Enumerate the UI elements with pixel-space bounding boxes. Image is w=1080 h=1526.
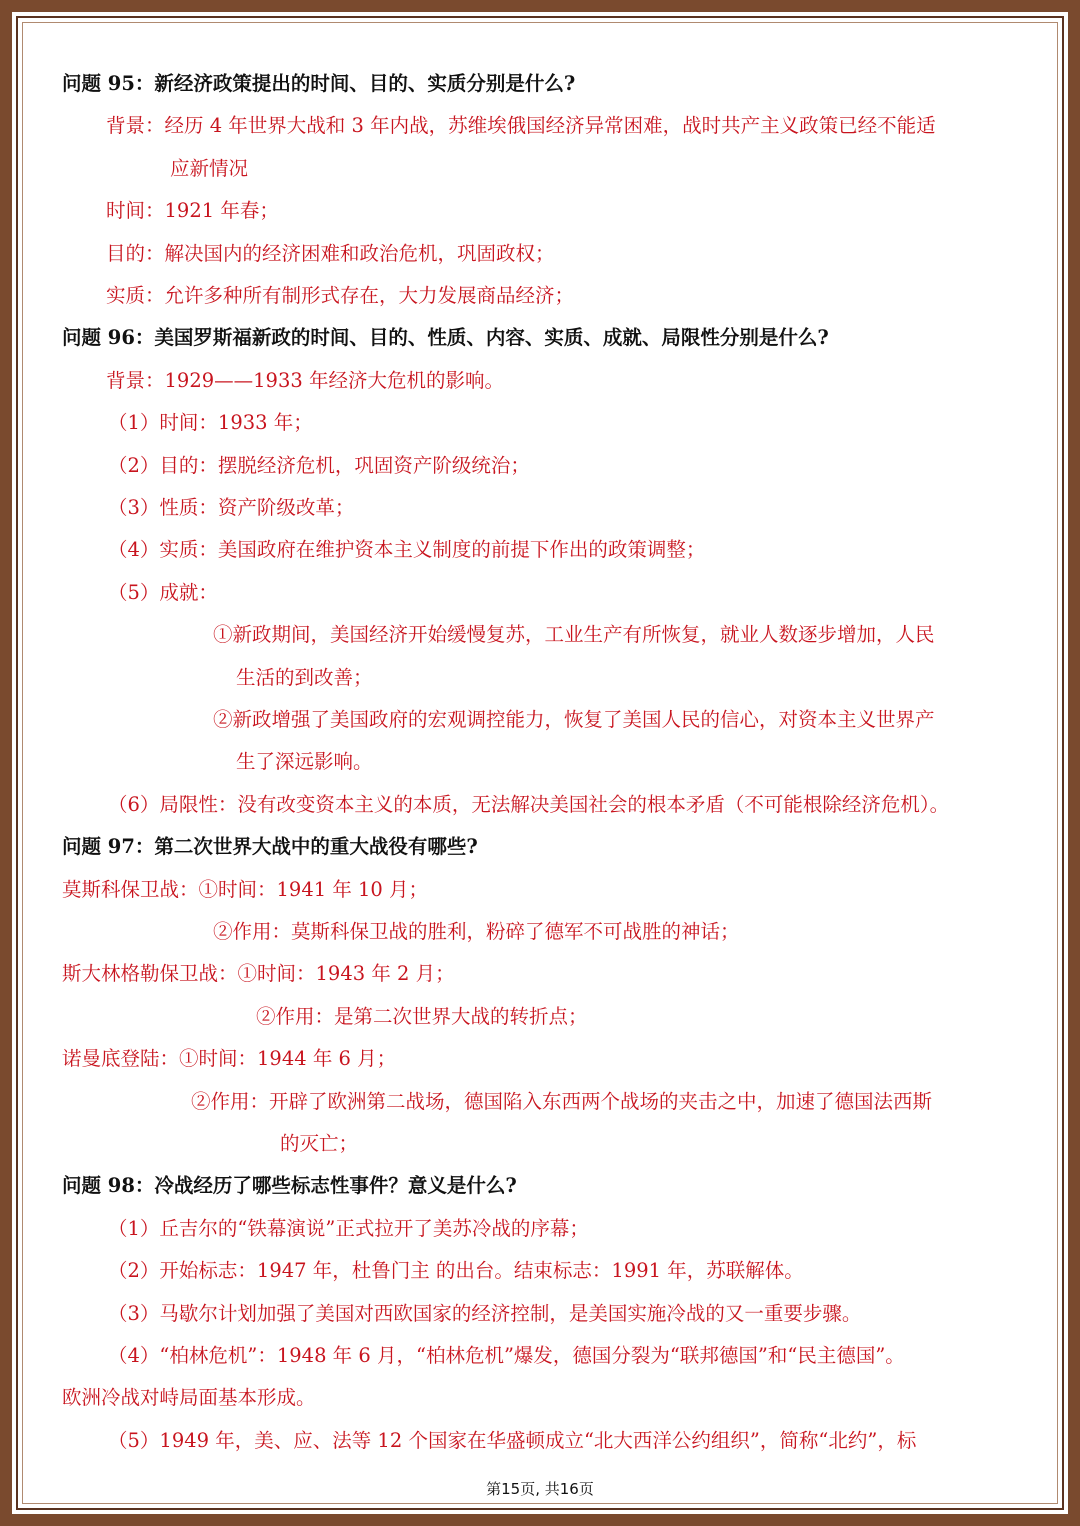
q96-achievement-1: ①新政期间，美国经济开始缓慢复苏，工业生产有所恢复，就业人数逐步增加，人民 xyxy=(213,623,935,646)
q97-stalingrad-time: 斯大林格勒保卫战：①时间：1943 年 2 月； xyxy=(62,962,455,985)
q95-title: 问题 95：新经济政策提出的时间、目的、实质分别是什么? xyxy=(62,72,576,95)
q96-item-2: （2）目的：摆脱经济危机，巩固资产阶级统治； xyxy=(108,454,530,477)
q95-essence: 实质：允许多种所有制形式存在，大力发展商品经济； xyxy=(106,284,575,307)
q96-item-4: （4）实质：美国政府在维护资本主义制度的前提下作出的政策调整； xyxy=(108,538,706,561)
q97-moscow-time: 莫斯科保卫战：①时间：1941 年 10 月； xyxy=(62,878,429,901)
q98-item-4-cont: 欧洲冷战对峙局面基本形成。 xyxy=(62,1386,316,1409)
q98-item-5: （5）1949 年，美、应、法等 12 个国家在华盛顿成立“北大西洋公约组织”，简称“北约”，标 xyxy=(108,1429,917,1452)
q96-achievement-1-cont: 生活的到改善； xyxy=(236,666,373,689)
q98-item-1: （1）丘吉尔的“铁幕演说”正式拉开了美苏冷战的序幕； xyxy=(108,1217,589,1240)
q96-achievement-2: ②新政增强了美国政府的宏观调控能力，恢复了美国人民的信心，对资本主义世界产 xyxy=(213,708,935,731)
q97-moscow-effect: ②作用：莫斯科保卫战的胜利，粉碎了德军不可战胜的神话； xyxy=(213,920,740,943)
q96-title: 问题 96：美国罗斯福新政的时间、目的、性质、内容、实质、成就、局限性分别是什么? xyxy=(62,326,829,349)
q96-item-6: （6）局限性：没有改变资本主义的本质，无法解决美国社会的根本矛盾（不可能根除经济危机）。 xyxy=(108,793,950,816)
q96-item-1: （1）时间：1933 年； xyxy=(108,411,313,434)
q97-normandy-effect: ②作用：开辟了欧洲第二战场，德国陷入东西两个战场的夹击之中，加速了德国法西斯 xyxy=(191,1090,933,1113)
q96-background: 背景：1929——1933 年经济大危机的影响。 xyxy=(106,369,504,392)
q96-item-3: （3）性质：资产阶级改革； xyxy=(108,496,355,519)
q97-normandy-time: 诺曼底登陆：①时间：1944 年 6 月； xyxy=(62,1047,397,1070)
q96-achievement-2-cont: 生了深远影响。 xyxy=(236,750,373,773)
q97-title: 问题 97：第二次世界大战中的重大战役有哪些? xyxy=(62,835,478,858)
q98-item-4: （4）“柏林危机”：1948 年 6 月，“柏林危机”爆发，德国分裂为“联邦德国”和“民主德国”。 xyxy=(108,1344,905,1367)
q95-time: 时间：1921 年春； xyxy=(106,199,279,222)
q98-item-3: （3）马歇尔计划加强了美国对西欧国家的经济控制，是美国实施冷战的又一重要步骤。 xyxy=(108,1302,862,1325)
page-number: 第15页, 共16页 xyxy=(486,1480,594,1498)
q95-purpose: 目的：解决国内的经济困难和政治危机，巩固政权； xyxy=(106,242,555,265)
q98-title: 问题 98：冷战经历了哪些标志性事件？意义是什么? xyxy=(62,1174,517,1197)
q98-item-2: （2）开始标志：1947 年，杜鲁门主 的出台。结束标志：1991 年，苏联解体。 xyxy=(108,1259,804,1282)
q96-item-5: （5）成就： xyxy=(108,581,218,604)
q97-stalingrad-effect: ②作用：是第二次世界大战的转折点； xyxy=(256,1005,588,1028)
q95-background: 背景：经历 4 年世界大战和 3 年内战，苏维埃俄国经济异常困难，战时共产主义政策已经不能适 xyxy=(106,114,936,137)
q95-background-cont: 应新情况 xyxy=(170,157,249,180)
q97-normandy-effect-cont: 的灭亡； xyxy=(280,1132,359,1155)
